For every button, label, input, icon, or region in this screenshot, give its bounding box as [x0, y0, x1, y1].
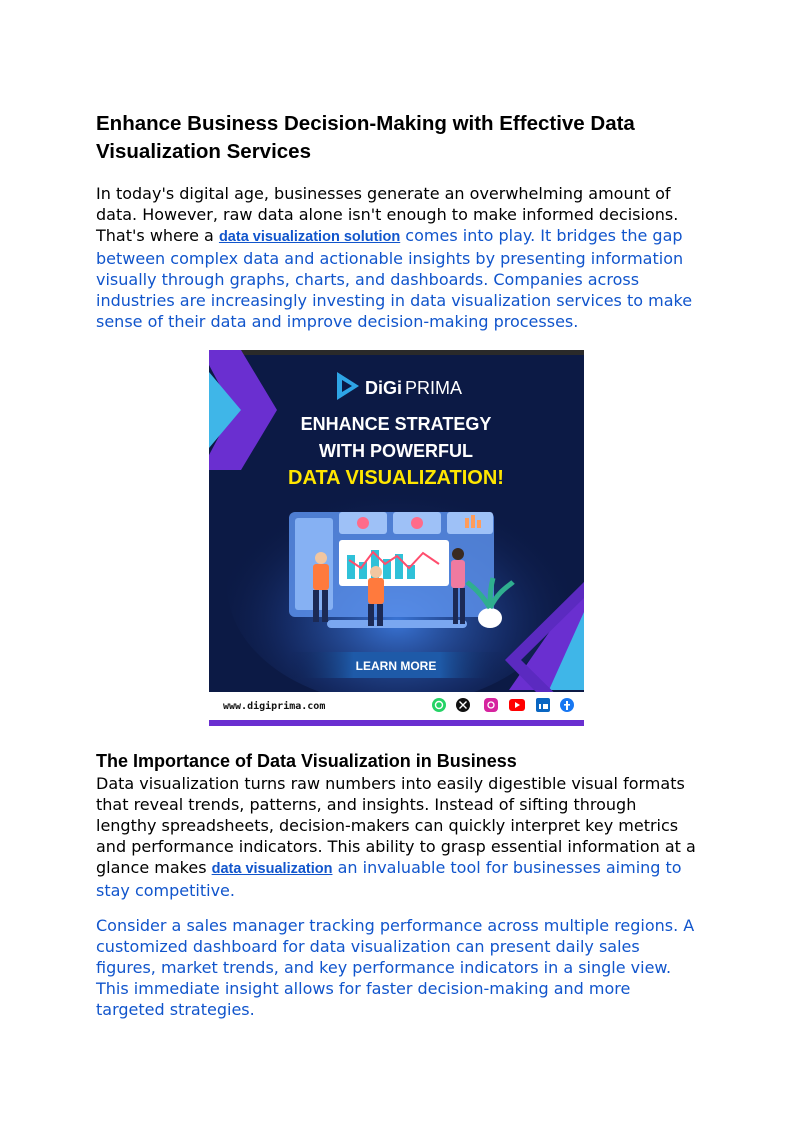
learn-more-button[interactable]: LEARN MORE [355, 659, 437, 673]
promo-banner-image [209, 350, 584, 726]
linkedin-icon [536, 698, 550, 712]
section-text: Data visualization turns raw numbers into easily digestible visual formats that reveal trends, patterns, and insights. Instead of sifting through lengthy spreadsheets, decision-makers can quickly interpret key metrics and performance indicators. This ability to grasp essential information at a glance makes [96, 774, 696, 877]
page-title: Enhance Business Decision-Making with Effective Data Visualization Services [96, 112, 635, 163]
website-url: www.digiprima.com [223, 701, 326, 712]
data-visualization-link[interactable]: data visualization [211, 861, 333, 877]
section-heading: The Importance of Data Visualization in Business [96, 751, 517, 771]
facebook-icon [560, 698, 574, 712]
whatsapp-icon [432, 698, 446, 712]
x-icon [456, 698, 470, 712]
brand-name-b: PRIMA [405, 378, 463, 398]
intro-paragraph [96, 183, 696, 332]
intro-text: In today's digital age, businesses generate an overwhelming amount of data. However, raw data alone isn't enough to make informed decisions. That's where a [96, 184, 679, 245]
youtube-icon [509, 699, 525, 711]
instagram-icon [484, 698, 498, 712]
brand-name-a: DiGi [365, 378, 403, 398]
section-paragraph-2: Consider a sales manager tracking performance across multiple regions. A customized dashboard for data visualization can present daily sales figures, market trends, and key performance indicators in a single view. This immediate insight allows for faster decision-making and more targeted strategies. [96, 916, 695, 1019]
banner-headline-2: WITH POWERFUL [319, 441, 473, 461]
data-visualization-solution-link[interactable]: data visualization solution [218, 229, 401, 245]
section-paragraph-1 [96, 773, 696, 901]
intro-text-blue: comes into play. It bridges the gap between complex data and actionable insights by presenting information visually through graphs, charts, and dashboards. Companies across industries are increasingly investing in data visualization services to make sense of their data and improve decision-making processes. [96, 226, 693, 331]
banner-headline-3: DATA VISUALIZATION! [288, 467, 504, 489]
banner-headline-1: ENHANCE STRATEGY [300, 414, 492, 434]
section-text-blue: an invaluable tool for businesses aiming to stay competitive. [96, 858, 682, 900]
dashboard-illustration [289, 512, 513, 628]
